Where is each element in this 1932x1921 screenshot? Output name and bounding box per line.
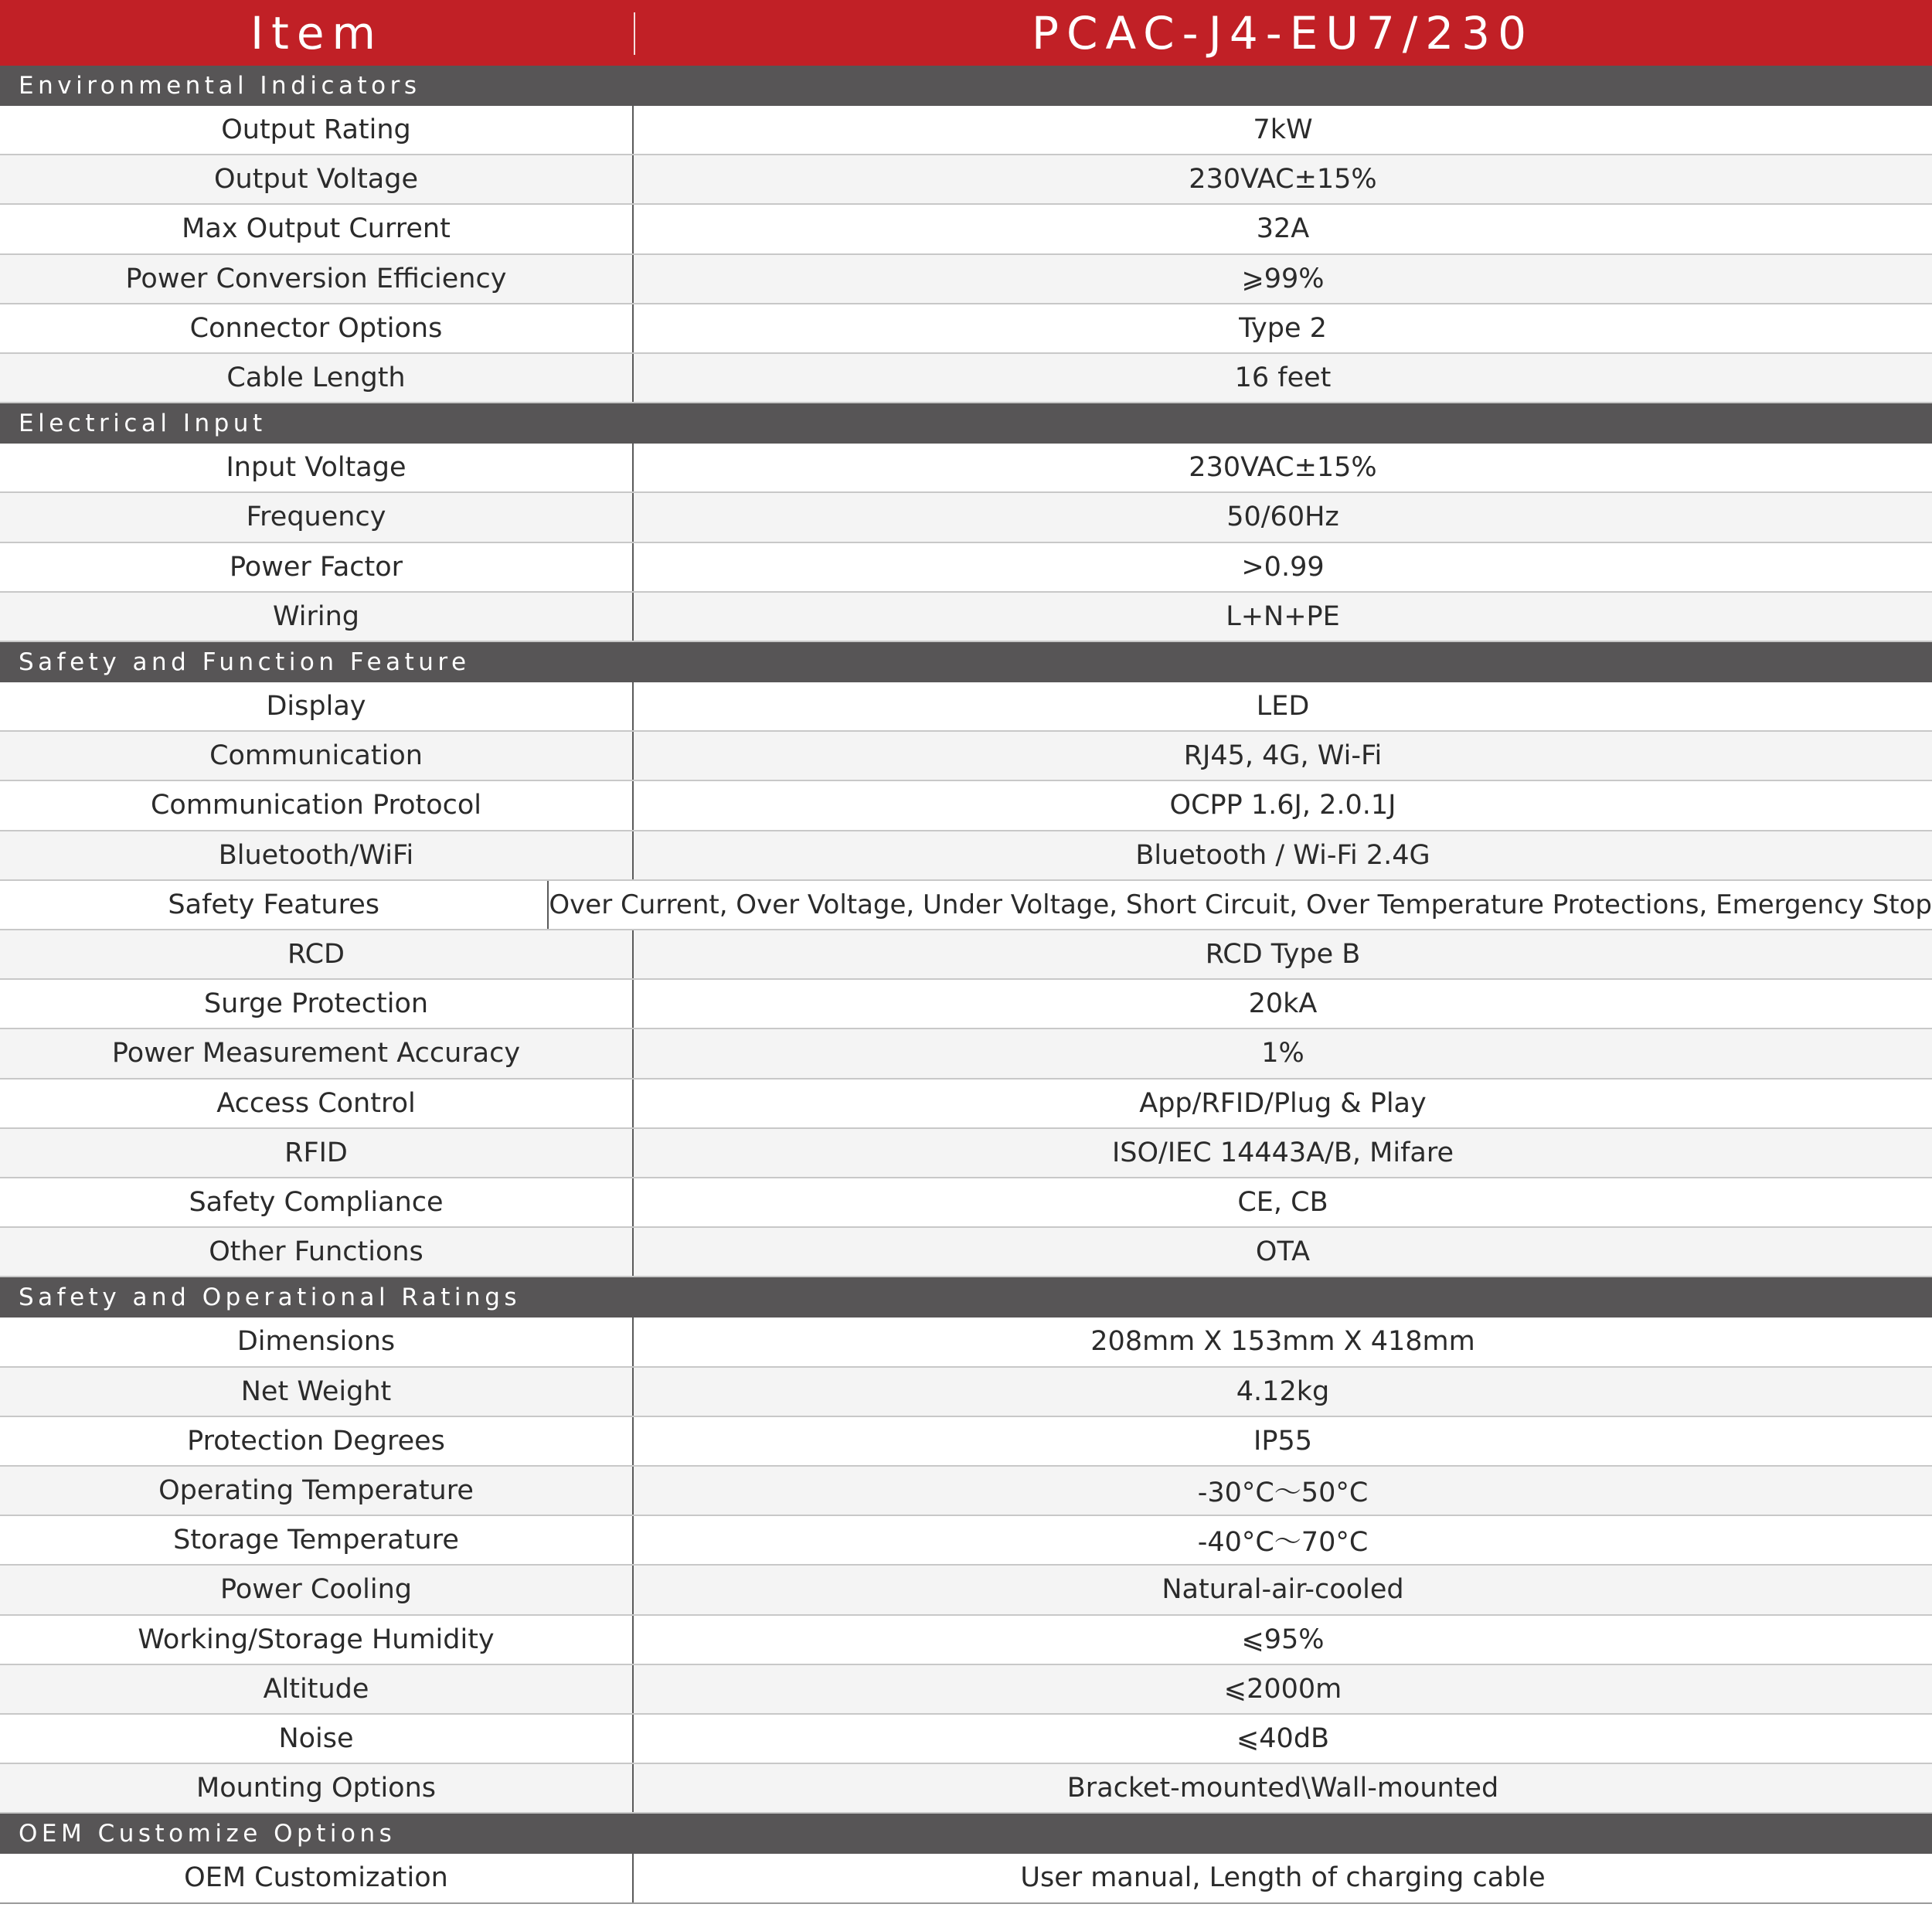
item-label: Communication Protocol: [0, 781, 634, 829]
table-row: [0, 1178, 1932, 1228]
item-label: Other Functions: [0, 1228, 634, 1276]
item-label: Input Voltage: [0, 444, 634, 491]
item-value: ⩽40dB: [1236, 1723, 1330, 1755]
table-row: [0, 1854, 1932, 1903]
table-row: [0, 1129, 1932, 1178]
item-value: OTA: [1255, 1236, 1311, 1268]
item-value: 230VAC±15%: [1189, 164, 1377, 196]
table-row: [0, 1665, 1932, 1715]
table-row: [0, 1029, 1932, 1079]
table-row: [0, 354, 1932, 403]
item-value: ⩾99%: [1241, 263, 1325, 294]
table-row: [0, 781, 1932, 831]
item-label: Working/Storage Humidity: [0, 1616, 634, 1664]
table-row: [0, 1368, 1932, 1417]
item-label: Surge Protection: [0, 980, 634, 1028]
item-value: CE, CB: [1237, 1187, 1328, 1219]
item-value: Natural-air-cooled: [1162, 1574, 1404, 1606]
table-row: [0, 106, 1932, 155]
item-value: -30°C～50°C: [1197, 1477, 1369, 1509]
table-row: [0, 543, 1932, 593]
item-value: 4.12kg: [1236, 1375, 1330, 1407]
table-row: [0, 493, 1932, 542]
item-label: Access Control: [0, 1080, 634, 1127]
item-label: RCD: [0, 930, 634, 978]
item-label: Storage Temperature: [0, 1516, 634, 1564]
table-row: [0, 1318, 1932, 1367]
table-row: [0, 1417, 1932, 1467]
table-row: [0, 980, 1932, 1029]
item-label: Net Weight: [0, 1368, 634, 1416]
table-row: [0, 1467, 1932, 1516]
table-row: [0, 593, 1932, 642]
item-label: Noise: [0, 1715, 634, 1763]
item-value: IP55: [1253, 1425, 1312, 1457]
section-header: OEM Customize Options: [0, 1814, 1932, 1854]
item-label: Output Rating: [0, 106, 634, 154]
item-label: Connector Options: [0, 304, 634, 352]
item-value: 1%: [1261, 1038, 1304, 1069]
table-row: [0, 1228, 1932, 1277]
header-item-label: Item: [250, 6, 384, 60]
item-label: Safety Features: [0, 881, 549, 929]
item-value: RCD Type B: [1205, 939, 1361, 971]
item-label: RFID: [0, 1129, 634, 1177]
section-header: Safety and Function Feature: [0, 642, 1932, 682]
item-label: Cable Length: [0, 354, 634, 402]
item-value: ⩽2000m: [1223, 1673, 1342, 1705]
table-row: [0, 1566, 1932, 1615]
item-value: >0.99: [1241, 551, 1325, 583]
item-value: 16 feet: [1234, 362, 1332, 394]
table-row: [0, 444, 1932, 493]
item-label: Protection Degrees: [0, 1417, 634, 1465]
item-value: OCPP 1.6J, 2.0.1J: [1169, 790, 1396, 821]
table-row: [0, 304, 1932, 354]
item-label: Safety Compliance: [0, 1178, 634, 1226]
table-row: [0, 1080, 1932, 1129]
item-label: Mounting Options: [0, 1764, 634, 1812]
item-label: Frequency: [0, 493, 634, 541]
item-value: L+N+PE: [1226, 600, 1340, 632]
item-label: Operating Temperature: [0, 1467, 634, 1515]
section-header: Electrical Input: [0, 403, 1932, 444]
header-model: PCAC-J4-EU7/230: [1032, 6, 1534, 60]
item-value: 32A: [1256, 213, 1310, 245]
table-row: [0, 1616, 1932, 1665]
section-header: Environmental Indicators: [0, 66, 1932, 106]
item-value: 20kA: [1248, 988, 1318, 1020]
item-label: Wiring: [0, 593, 634, 641]
table-row: [0, 682, 1932, 732]
item-value: ⩽95%: [1241, 1624, 1325, 1655]
item-label: Power Conversion Efficiency: [0, 255, 634, 303]
item-label: Power Measurement Accuracy: [0, 1029, 634, 1077]
section-header: Safety and Operational Ratings: [0, 1277, 1932, 1318]
item-value: -40°C～70°C: [1197, 1527, 1369, 1559]
item-label: Communication: [0, 732, 634, 780]
item-value: 50/60Hz: [1226, 502, 1339, 533]
table-row: [0, 1715, 1932, 1764]
table-row: [0, 831, 1932, 881]
table-row: [0, 255, 1932, 304]
table-row: [0, 930, 1932, 980]
header-divider: [634, 12, 635, 55]
table-row: [0, 881, 1932, 930]
item-label: OEM Customization: [0, 1854, 634, 1902]
item-value: 7kW: [1253, 114, 1313, 146]
item-value: Over Current, Over Voltage, Under Voltage, Short Circuit, Over Temperature Protections, Emergency Stop: [549, 889, 1932, 920]
item-value: App/RFID/Plug & Play: [1139, 1087, 1427, 1119]
item-value: 230VAC±15%: [1189, 452, 1377, 484]
item-value: 208mm X 153mm X 418mm: [1090, 1326, 1475, 1358]
item-label: Display: [0, 682, 634, 730]
item-label: Bluetooth/WiFi: [0, 831, 634, 879]
item-label: Altitude: [0, 1665, 634, 1713]
item-value: Bracket-mounted\Wall-mounted: [1066, 1773, 1499, 1804]
item-value: LED: [1256, 691, 1310, 722]
table-row: [0, 1516, 1932, 1566]
item-label: Power Factor: [0, 543, 634, 591]
table-row: [0, 1764, 1932, 1814]
table-row: [0, 205, 1932, 254]
table-row: [0, 155, 1932, 205]
table-row: [0, 732, 1932, 781]
item-value: User manual, Length of charging cable: [1020, 1862, 1546, 1894]
item-value: Type 2: [1239, 312, 1327, 344]
item-value: Bluetooth / Wi-Fi 2.4G: [1135, 839, 1430, 871]
item-value: ISO/IEC 14443A/B, Mifare: [1111, 1137, 1454, 1168]
item-label: Power Cooling: [0, 1566, 634, 1613]
item-value: RJ45, 4G, Wi-Fi: [1183, 740, 1383, 772]
table-header: [0, 0, 1932, 66]
item-label: Dimensions: [0, 1318, 634, 1365]
item-label: Max Output Current: [0, 205, 634, 253]
item-label: Output Voltage: [0, 155, 634, 203]
